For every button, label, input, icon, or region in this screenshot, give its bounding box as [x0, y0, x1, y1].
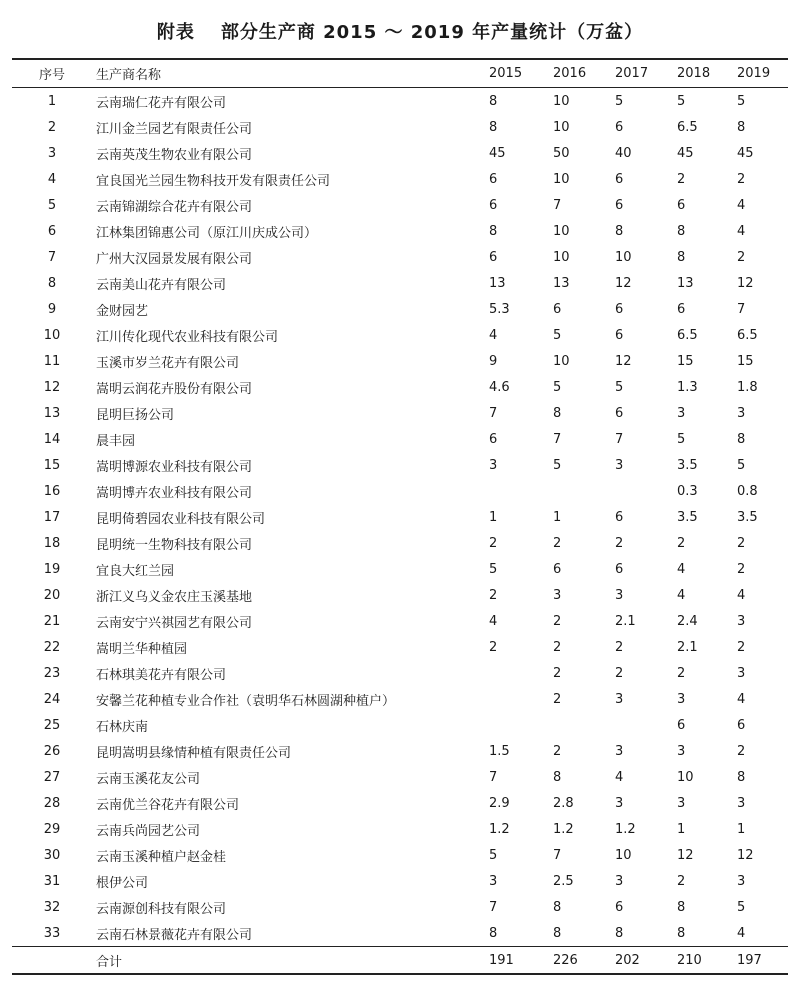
row-number: 27 — [43, 769, 61, 785]
output-value: 15 — [737, 353, 754, 369]
output-value: 3 — [677, 795, 686, 811]
output-value: 50 — [553, 145, 570, 161]
header-no: 序号 — [38, 68, 65, 83]
output-value: 4.6 — [489, 379, 510, 395]
output-value: 2 — [553, 613, 562, 629]
output-value: 8 — [489, 119, 498, 135]
output-value: 5 — [489, 847, 498, 863]
output-value: 6 — [677, 717, 686, 733]
producer-name: 云南玉溪种植户赵金桂 — [96, 849, 227, 865]
output-value: 4 — [677, 561, 686, 577]
output-value: 7 — [737, 301, 746, 317]
table-row — [12, 426, 788, 452]
row-number: 12 — [43, 379, 61, 395]
output-value: 3 — [615, 743, 624, 759]
producer-name: 江川金兰园艺有限责任公司 — [96, 121, 253, 137]
output-value: 8 — [489, 223, 498, 239]
output-value: 6 — [677, 197, 686, 213]
output-value: 5 — [615, 93, 624, 109]
output-value: 7 — [553, 431, 562, 447]
total-value: 202 — [615, 952, 640, 968]
output-value: 2 — [553, 691, 562, 707]
output-value: 40 — [615, 145, 632, 161]
table-row — [12, 374, 788, 400]
output-value: 10 — [553, 93, 570, 109]
output-value: 3 — [615, 691, 624, 707]
row-number: 24 — [43, 691, 61, 707]
table-row — [12, 192, 788, 218]
output-value: 2.8 — [553, 795, 574, 811]
output-value: 2 — [553, 665, 562, 681]
output-value — [613, 478, 675, 504]
output-value: 2 — [737, 535, 746, 551]
output-value: 2 — [489, 639, 498, 655]
output-value: 4 — [489, 327, 498, 343]
output-value: 3 — [615, 873, 624, 889]
output-value: 13 — [677, 275, 694, 291]
producer-name: 云南石林景薇花卉有限公司 — [96, 927, 253, 943]
output-value: 3 — [737, 405, 746, 421]
output-value: 1.5 — [489, 743, 510, 759]
table-row — [12, 296, 788, 322]
row-number: 30 — [43, 847, 61, 863]
output-value: 9 — [489, 353, 498, 369]
producer-name: 嵩明博源农业科技有限公司 — [96, 459, 253, 475]
output-value: 5 — [737, 93, 746, 109]
table-row — [12, 504, 788, 530]
producer-name: 安馨兰花种植专业合作社（袁明华石林圆湖种植户） — [96, 693, 396, 709]
output-value: 1.3 — [677, 379, 698, 395]
producer-name: 江林集团锦惠公司（原江川庆成公司） — [96, 225, 318, 241]
output-value: 3 — [737, 795, 746, 811]
output-value: 5 — [737, 899, 746, 915]
producer-name: 石林庆南 — [96, 719, 149, 735]
row-number: 10 — [43, 327, 61, 343]
output-value: 1.2 — [553, 821, 574, 837]
output-value: 6 — [615, 301, 624, 317]
table-row — [12, 400, 788, 426]
row-number: 9 — [47, 301, 57, 317]
output-value: 10 — [553, 223, 570, 239]
output-value: 8 — [737, 769, 746, 785]
output-value: 2.1 — [677, 639, 698, 655]
table-header-row — [12, 59, 788, 88]
output-value: 6 — [677, 301, 686, 317]
output-value: 4 — [615, 769, 624, 785]
output-value: 2 — [615, 665, 624, 681]
output-value: 4 — [737, 197, 746, 213]
output-value: 12 — [615, 275, 632, 291]
output-value: 12 — [737, 275, 754, 291]
output-value — [487, 686, 551, 712]
total-value: 226 — [553, 952, 578, 968]
total-value: 197 — [737, 952, 762, 968]
table-row — [12, 322, 788, 348]
output-value: 3 — [737, 613, 746, 629]
table-row — [12, 764, 788, 790]
output-value: 6 — [489, 197, 498, 213]
output-value: 1.2 — [489, 821, 510, 837]
table-row — [12, 660, 788, 686]
table-row — [12, 738, 788, 764]
output-value: 5 — [553, 327, 562, 343]
table-row — [12, 894, 788, 920]
output-value: 5.3 — [489, 301, 510, 317]
output-value: 4 — [677, 587, 686, 603]
total-value: 210 — [677, 952, 702, 968]
output-value — [487, 478, 551, 504]
output-value: 8 — [677, 223, 686, 239]
producer-name: 宜良大红兰园 — [96, 563, 175, 579]
producer-name: 江川传化现代农业科技有限公司 — [96, 329, 279, 345]
producer-name: 云南瑞仁花卉有限公司 — [96, 95, 227, 111]
output-value: 2 — [677, 171, 686, 187]
output-value: 6 — [615, 899, 624, 915]
output-value: 2 — [615, 535, 624, 551]
header-year-2017: 2017 — [615, 66, 649, 81]
output-value: 13 — [489, 275, 506, 291]
table-row — [12, 348, 788, 374]
output-value — [551, 478, 613, 504]
output-value: 6 — [553, 561, 562, 577]
output-value: 3 — [677, 743, 686, 759]
table-row — [12, 634, 788, 660]
output-value: 10 — [677, 769, 694, 785]
total-label: 合计 — [96, 954, 123, 970]
row-number: 2 — [47, 119, 57, 135]
output-value: 6 — [615, 171, 624, 187]
output-value: 7 — [489, 405, 498, 421]
output-value: 7 — [553, 847, 562, 863]
producer-name: 嵩明兰华种植园 — [96, 641, 188, 657]
output-value: 3 — [489, 457, 498, 473]
output-value: 15 — [677, 353, 694, 369]
output-value: 8 — [615, 925, 624, 941]
output-value: 8 — [489, 925, 498, 941]
header-year-2019: 2019 — [737, 66, 771, 81]
table-row — [12, 816, 788, 842]
output-value: 1.2 — [615, 821, 636, 837]
output-value: 6 — [489, 249, 498, 265]
table-row — [12, 790, 788, 816]
output-value: 3.5 — [677, 457, 698, 473]
output-value: 2 — [553, 743, 562, 759]
row-number: 6 — [47, 223, 57, 239]
output-value: 4 — [737, 587, 746, 603]
table-body — [12, 88, 788, 975]
output-value: 10 — [553, 119, 570, 135]
output-value: 6 — [615, 327, 624, 343]
output-value: 2 — [677, 535, 686, 551]
output-value: 2.9 — [489, 795, 510, 811]
output-value: 4 — [737, 691, 746, 707]
total-value: 191 — [489, 952, 514, 968]
output-value: 6 — [615, 561, 624, 577]
output-value: 6 — [553, 301, 562, 317]
output-value: 8 — [553, 925, 562, 941]
output-value: 6 — [615, 119, 624, 135]
output-value: 3 — [737, 873, 746, 889]
output-value: 8 — [489, 93, 498, 109]
output-value — [613, 712, 675, 738]
output-value: 8 — [677, 925, 686, 941]
output-value: 4 — [737, 223, 746, 239]
total-number — [12, 947, 92, 975]
producer-name: 根伊公司 — [96, 875, 149, 891]
output-value: 3 — [615, 457, 624, 473]
output-value: 12 — [615, 353, 632, 369]
output-value: 8 — [615, 223, 624, 239]
header-year-2015: 2015 — [489, 66, 523, 81]
output-value: 2 — [737, 743, 746, 759]
output-value: 6 — [489, 171, 498, 187]
table-row — [12, 88, 788, 115]
table-row — [12, 868, 788, 894]
row-number: 1 — [47, 93, 57, 109]
table-row — [12, 530, 788, 556]
table-row — [12, 920, 788, 947]
output-value: 0.8 — [737, 483, 758, 499]
producer-name: 金财园艺 — [96, 303, 149, 319]
output-value: 1 — [553, 509, 562, 525]
output-value: 3 — [615, 587, 624, 603]
row-number: 28 — [43, 795, 61, 811]
output-value: 7 — [489, 899, 498, 915]
table-row — [12, 140, 788, 166]
output-value: 8 — [677, 249, 686, 265]
producer-name: 云南锦湖综合花卉有限公司 — [96, 199, 253, 215]
output-value: 5 — [489, 561, 498, 577]
producer-name: 云南源创科技有限公司 — [96, 901, 227, 917]
output-value: 8 — [553, 405, 562, 421]
header-year-2016: 2016 — [553, 66, 587, 81]
output-value: 2 — [677, 873, 686, 889]
output-value: 7 — [553, 197, 562, 213]
table-row — [12, 686, 788, 712]
output-value: 1 — [489, 509, 498, 525]
table-row — [12, 712, 788, 738]
producer-name: 云南玉溪花友公司 — [96, 771, 201, 787]
output-value: 8 — [737, 431, 746, 447]
output-value: 12 — [677, 847, 694, 863]
output-value: 5 — [737, 457, 746, 473]
output-value: 3 — [489, 873, 498, 889]
output-value: 3 — [677, 405, 686, 421]
output-value: 8 — [553, 769, 562, 785]
producer-name: 昆明统一生物科技有限公司 — [96, 537, 253, 553]
output-value: 12 — [737, 847, 754, 863]
output-value: 2 — [553, 535, 562, 551]
output-value: 2 — [489, 587, 498, 603]
row-number: 8 — [47, 275, 57, 291]
header-name: 生产商名称 — [96, 68, 162, 83]
table-row — [12, 478, 788, 504]
output-value: 1 — [737, 821, 746, 837]
output-value: 5 — [677, 93, 686, 109]
row-number: 23 — [43, 665, 61, 681]
table-row — [12, 556, 788, 582]
output-value: 6.5 — [677, 327, 698, 343]
output-value: 2 — [553, 639, 562, 655]
table-row — [12, 218, 788, 244]
output-value: 2.5 — [553, 873, 574, 889]
output-value: 10 — [553, 249, 570, 265]
output-value: 8 — [553, 899, 562, 915]
output-value — [487, 712, 551, 738]
output-value: 3.5 — [737, 509, 758, 525]
producer-name: 昆明巨扬公司 — [96, 407, 175, 423]
row-number: 32 — [43, 899, 61, 915]
producer-name: 昆明嵩明县缘情种植有限责任公司 — [96, 745, 292, 761]
table-row — [12, 114, 788, 140]
output-value: 6 — [615, 509, 624, 525]
producer-name: 浙江义乌义金农庄玉溪基地 — [96, 589, 253, 605]
output-value: 1 — [677, 821, 686, 837]
output-value: 7 — [615, 431, 624, 447]
row-number: 22 — [43, 639, 61, 655]
table-title-text: 部分生产商 2015 ～ 2019 年产量统计（万盆） — [220, 22, 644, 43]
output-value: 8 — [737, 119, 746, 135]
producer-name: 晨丰园 — [96, 433, 136, 449]
output-value: 1.8 — [737, 379, 758, 395]
table-row — [12, 166, 788, 192]
producer-name: 宜良国光兰园生物科技开发有限责任公司 — [96, 173, 331, 189]
row-number: 18 — [43, 535, 61, 551]
producer-name: 云南优兰谷花卉有限公司 — [96, 797, 240, 813]
table-row — [12, 270, 788, 296]
row-number: 29 — [43, 821, 61, 837]
row-number: 5 — [47, 197, 57, 213]
output-value: 6 — [615, 405, 624, 421]
output-value: 0.3 — [677, 483, 698, 499]
row-number: 17 — [43, 509, 61, 525]
output-value: 3 — [615, 795, 624, 811]
output-value: 7 — [489, 769, 498, 785]
row-number: 33 — [43, 925, 61, 941]
output-value: 8 — [677, 899, 686, 915]
row-number: 4 — [47, 171, 57, 187]
output-value: 6 — [489, 431, 498, 447]
output-value: 2 — [737, 561, 746, 577]
producer-name: 云南安宁兴祺园艺有限公司 — [96, 615, 253, 631]
output-value: 4 — [489, 613, 498, 629]
table-row — [12, 452, 788, 478]
output-value: 45 — [737, 145, 754, 161]
row-number: 13 — [43, 405, 61, 421]
row-number: 31 — [43, 873, 61, 889]
output-value: 2 — [737, 249, 746, 265]
producer-name: 玉溪市岁兰花卉有限公司 — [96, 355, 240, 371]
output-value: 6 — [737, 717, 746, 733]
total-row — [12, 947, 788, 975]
production-table — [12, 58, 788, 975]
producer-name: 云南美山花卉有限公司 — [96, 277, 227, 293]
row-number: 7 — [47, 249, 57, 265]
output-value: 2 — [489, 535, 498, 551]
row-number: 15 — [43, 457, 61, 473]
output-value: 6.5 — [677, 119, 698, 135]
producer-name: 云南兵尚园艺公司 — [96, 823, 201, 839]
output-value: 45 — [489, 145, 506, 161]
producer-name: 嵩明云润花卉股份有限公司 — [96, 381, 253, 397]
table-row — [12, 608, 788, 634]
output-value: 6 — [615, 197, 624, 213]
table-row — [12, 582, 788, 608]
row-number: 21 — [43, 613, 61, 629]
output-value: 5 — [553, 457, 562, 473]
output-value — [551, 712, 613, 738]
row-number: 19 — [43, 561, 61, 577]
producer-name: 昆明倚碧园农业科技有限公司 — [96, 511, 266, 527]
row-number: 16 — [43, 483, 61, 499]
output-value: 3 — [677, 691, 686, 707]
output-value: 10 — [615, 249, 632, 265]
output-value: 45 — [677, 145, 694, 161]
table-row — [12, 842, 788, 868]
producer-name: 云南英茂生物农业有限公司 — [96, 147, 253, 163]
output-value: 5 — [615, 379, 624, 395]
output-value: 3 — [553, 587, 562, 603]
row-number: 20 — [43, 587, 61, 603]
output-value: 13 — [553, 275, 570, 291]
output-value: 4 — [737, 925, 746, 941]
output-value: 2 — [737, 639, 746, 655]
row-number: 3 — [47, 145, 57, 161]
output-value: 5 — [553, 379, 562, 395]
row-number: 11 — [43, 353, 61, 369]
row-number: 25 — [43, 717, 61, 733]
output-value: 3.5 — [677, 509, 698, 525]
output-value: 2.4 — [677, 613, 698, 629]
header-year-2018: 2018 — [677, 66, 711, 81]
producer-name: 石林琪美花卉有限公司 — [96, 667, 227, 683]
producer-name: 广州大汉园景发展有限公司 — [96, 251, 253, 267]
output-value: 10 — [615, 847, 632, 863]
table-title-label: 附表 — [156, 22, 195, 43]
output-value: 10 — [553, 171, 570, 187]
table-row — [12, 244, 788, 270]
output-value: 10 — [553, 353, 570, 369]
row-number: 14 — [43, 431, 61, 447]
output-value: 3 — [737, 665, 746, 681]
output-value — [487, 660, 551, 686]
output-value: 2.1 — [615, 613, 636, 629]
output-value: 2 — [737, 171, 746, 187]
output-value: 2 — [615, 639, 624, 655]
output-value: 5 — [677, 431, 686, 447]
output-value: 6.5 — [737, 327, 758, 343]
table-title — [0, 18, 800, 44]
producer-name: 嵩明博卉农业科技有限公司 — [96, 485, 253, 501]
output-value: 2 — [677, 665, 686, 681]
row-number: 26 — [43, 743, 61, 759]
